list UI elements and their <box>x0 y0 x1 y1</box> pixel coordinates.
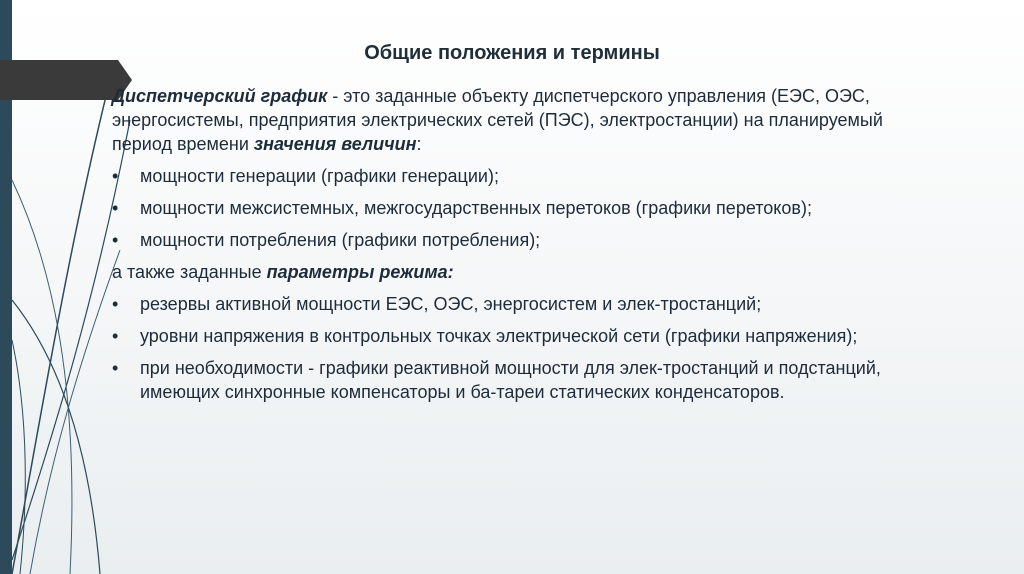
bullet-icon: • <box>112 294 119 314</box>
middle-paragraph <box>112 260 892 284</box>
emphasis-values: значения величин <box>253 134 417 154</box>
list-item-text: уровни напряжения в контрольных точках электрической сети (графики напряжения); <box>140 326 858 346</box>
emphasis-parameters: параметры режима: <box>266 262 454 282</box>
list-item <box>112 228 892 252</box>
bullet-icon: • <box>112 358 119 378</box>
list-parameters <box>112 292 892 404</box>
list-item <box>112 324 892 348</box>
bullet-icon: • <box>112 166 119 186</box>
list-item-text: мощности межсистемных, межгосударственных перетоков (графики перетоков); <box>140 198 812 218</box>
list-item <box>112 292 892 316</box>
list-item-text: мощности потребления (графики потребления); <box>140 230 541 250</box>
intro-paragraph <box>112 84 892 156</box>
slide-body <box>112 84 892 412</box>
middle-text: а также заданные <box>112 262 267 282</box>
bullet-icon: • <box>112 198 119 218</box>
list-item-text: при необходимости - графики реактивной мощности для элек-тростанций и подстанций, имеющих синхронные компенсаторы и ба-тареи статических конденсаторов. <box>140 358 881 402</box>
list-item <box>112 196 892 220</box>
intro-tail: : <box>416 134 422 154</box>
list-item-text: резервы активной мощности ЕЭС, ОЭС, энергосистем и элек-тростанций; <box>140 294 762 314</box>
term: Диспетчерский график <box>112 86 328 106</box>
slide-title: Общие положения и термины <box>364 42 660 64</box>
list-item <box>112 356 892 404</box>
definition-text: - это заданные объекту диспетчерского управления (ЕЭС, ОЭС, энергосистемы, предприятия электрических сетей (ПЭС), электростанции) на планируемый период времени <box>112 86 883 154</box>
list-item <box>112 164 892 188</box>
list-item-text: мощности генерации (графики генерации); <box>140 166 499 186</box>
bullet-icon: • <box>112 326 119 346</box>
list-generation <box>112 164 892 252</box>
bullet-icon: • <box>112 230 119 250</box>
